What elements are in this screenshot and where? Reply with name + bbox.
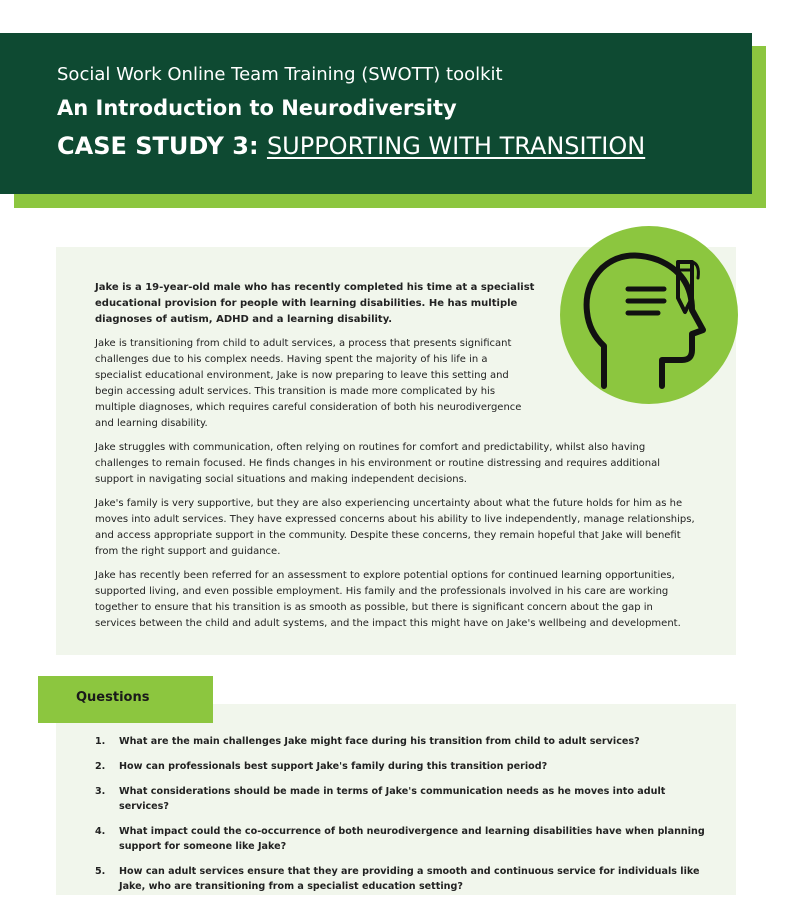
case-study-title: SUPPORTING WITH TRANSITION [266, 132, 646, 160]
questions-list [95, 734, 705, 904]
question-text: How can professionals best support Jake's family during this transition period? [119, 761, 548, 772]
question-number: 1. [95, 736, 106, 747]
question-item [95, 784, 705, 814]
case-study-text [95, 280, 695, 640]
case-paragraph-family: Jake's family is very supportive, but they are also experiencing uncertainty about what the future holds for him as he moves into adult services. They have expressed concerns about his ability to live independently, manage relationships, and access appropriate support in the community. Despite these concerns, they remain hopeful that Jake will benefit from the right support and guidance. [95, 498, 695, 557]
questions-heading-tab [38, 676, 213, 723]
question-item [95, 759, 705, 774]
question-number: 2. [95, 761, 106, 772]
question-number: 5. [95, 866, 106, 877]
question-item [95, 734, 705, 749]
case-paragraph-transition: Jake is transitioning from child to adult services, a process that presents significant challenges due to his complex needs. Having spent the majority of his life in a specialist educational environment, Jake is now preparing to leave this setting and begin accessing adult services. This transition is made more complicated by his multiple diagnoses, which requires careful consideration of both his neurodivergence and learning disability. [95, 338, 522, 429]
case-study-label: CASE STUDY 3: [57, 132, 259, 160]
question-text: What are the main challenges Jake might face during his transition from child to adult services? [119, 736, 640, 747]
toolkit-name: Social Work Online Team Training (SWOTT) toolkit [57, 64, 503, 85]
question-number: 3. [95, 786, 106, 797]
case-paragraph-communication: Jake struggles with communication, often relying on routines for comfort and predictability, whilst also having challenges to remain focused. He finds changes in his environment or routine distressing and requires additional support in navigating social situations and making independent decisions. [95, 442, 661, 485]
question-number: 4. [95, 826, 106, 837]
case-paragraph-referral: Jake has recently been referred for an assessment to explore potential options for continued learning opportunities, supported living, and even possible employment. His family and the professionals involved in his care are working together to ensure that his transition is as smooth as possible, but there is significant concern about the gap in services between the child and adult systems, and the impact this might have on Jake's wellbeing and development. [95, 570, 681, 629]
page-title: An Introduction to Neurodiversity [57, 96, 457, 120]
question-text: What impact could the co-occurrence of both neurodivergence and learning disabilities have when planning support for someone like Jake? [119, 826, 705, 852]
page-header [0, 33, 752, 194]
question-text: What considerations should be made in terms of Jake's communication needs as he moves into adult services? [119, 786, 666, 812]
question-text: How can adult services ensure that they are providing a smooth and continuous service for individuals like Jake, who are transitioning from a specialist education setting? [119, 866, 700, 892]
question-item [95, 824, 705, 854]
case-study-heading [57, 129, 752, 163]
question-item [95, 864, 705, 894]
case-paragraph-intro: Jake is a 19-year-old male who has recently completed his time at a specialist educational provision for people with learning disabilities. He has multiple diagnoses of autism, ADHD and a learning disability. [95, 282, 535, 325]
questions-heading: Questions [76, 690, 150, 705]
